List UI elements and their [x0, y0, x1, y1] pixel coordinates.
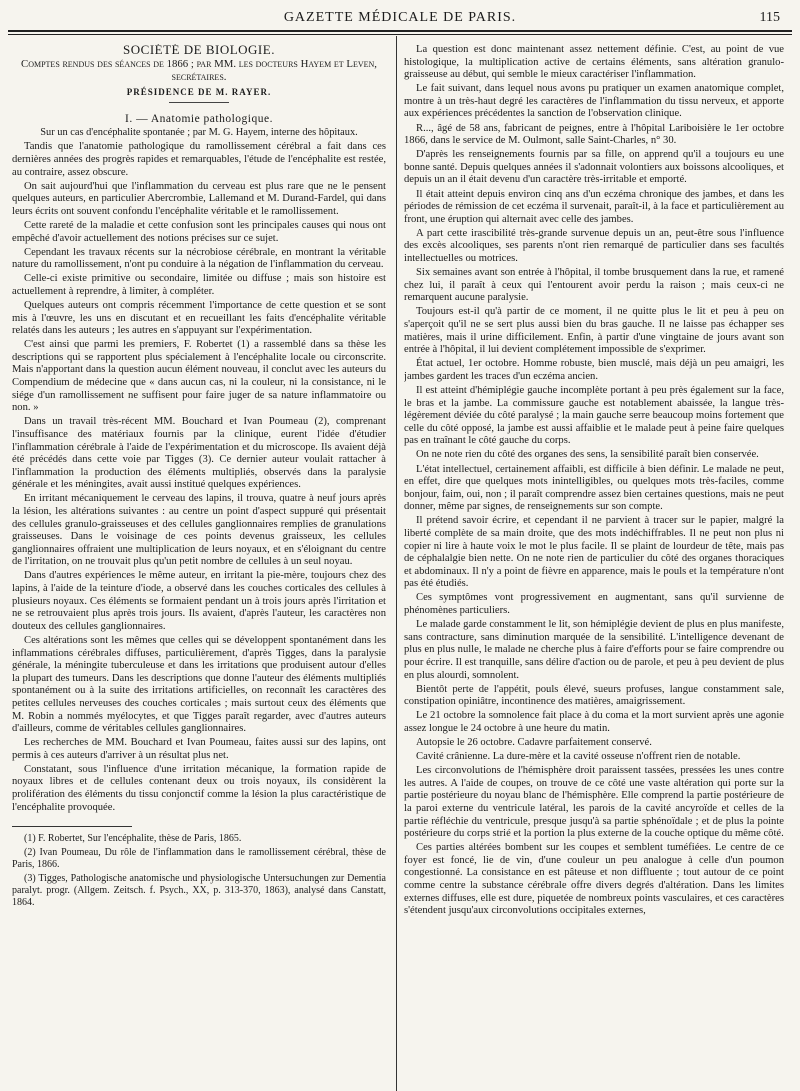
heading-separator: [169, 102, 229, 103]
left-column: [12, 44, 386, 1088]
paragraph: Bientôt perte de l'appétit, pouls élevé, sueurs profuses, langue constamment sale, constipation opiniâtre, incontinence des matières, amaigrissement.: [404, 683, 784, 708]
paragraph: L'état intellectuel, certainement affaibli, est difficile à bien définir. Le malade ne peut, en effet, dire que quelques mots inintelligibles, ou quelques mots très-faciles, comme bonjour, faim, oui, non ; il paraît comprendre assez bien certaines questions, mais ne peut donner, même par signes, de renseignements sur son compte.: [404, 463, 784, 513]
footnote: (3) Tigges, Pathologische anatomische und physiologische Untersuchungen zur Dementia paralyt. progr. (Allgem. Zeitsch. f. Psych., XX, p. 313-370, 1863), analysé dans Canstatt, 1864.: [12, 873, 386, 909]
footnotes: [12, 833, 386, 909]
paragraph: Il est atteint d'hémiplégie gauche incomplète portant à peu près également sur la face, le bras et la jambe. La commissure gauche est notablement abaissée, la langue très-légèrement déviée du côté paralysé ; la main gauche serre beaucoup moins fortement que celle du côté opposé, la jambe est aussi affaiblie et le malade peut à peine faire quelques pas en traînant le côté gauche du corps.: [404, 384, 784, 447]
paragraph: La question est donc maintenant assez nettement définie. C'est, au point de vue histologique, la multiplication active de certains éléments, sans altération granulo-graisseuse au début, qui semble le mieux caractériser l'inflammation.: [404, 44, 784, 81]
right-column: [404, 44, 784, 1088]
footnote: (1) F. Robertet, Sur l'encéphalite, thèse de Paris, 1865.: [24, 833, 242, 845]
paragraph: Tandis que l'anatomie pathologique du ramollissement cérébral a fait dans ces dernières années des progrès rapides et remarquables, l'étude de l'encéphalite est restée, au contraire, assez obscure.: [12, 141, 386, 178]
section-title: I. — Anatomie pathologique.: [125, 113, 273, 126]
paragraph: C'est ainsi que parmi les premiers, F. Robertet (1) a rassemblé dans sa thèse les descriptions qui se rapportent plus spécialement à l'encéphalite locale ou circonscrite. Mais n'apportant dans la question aucun élément nouveau, il conclut avec les auteurs du Compendium de médecine que « dans aucun cas, ni la couleur, ni la consistance, ni le siége d'un ramollissement ne suffisent pour faire juger de sa nature inflammatoire ou non. »: [12, 339, 386, 414]
case-title: Sur un cas d'encéphalite spontanée ; par M. G. Hayem, interne des hôpitaux.: [40, 127, 358, 139]
header-rule-thin: [8, 34, 792, 35]
paragraph: R..., âgé de 58 ans, fabricant de peignes, entre à l'hôpital Lariboisière le 1er octobre 1866, dans le service de M. Oulmont, salle Saint-Charles, n° 30.: [404, 122, 784, 147]
paragraph: Il était atteint depuis environ cinq ans d'un eczéma chronique des jambes, et dans les périodes de rémission de cet eczéma il survenait, paraît-il, à la face et particulièrement au front, une éruption qui alternait avec celle des jambes.: [404, 188, 784, 225]
paragraph: Cependant les travaux récents sur la nécrobiose cérébrale, en montrant la véritable nature du ramollissement, n'ont pu conduire à la négation de l'inflammation du cerveau.: [12, 246, 386, 271]
paragraph: Il prétend savoir écrire, et cependant il ne parvient à tracer sur le papier, malgré la liberté complète de sa main droite, que des mots indéchiffrables. Il ne peut non plus ni copier ni lire à haute voix le mot le plus facile. Il se plaint de lourdeur de tête, mais pas de céphalalgie bien nette. On ne note rien de particulier du côté des organes thoraciques et abdominaux. Il n'y a point de fièvre en apparence, mais le pouls et la température n'ont pas été étudiés.: [404, 515, 784, 590]
footnote: (2) Ivan Poumeau, Du rôle de l'inflammation dans le ramollissement cérébral, thèse de Paris, 1866.: [12, 847, 386, 871]
paragraph: État actuel, 1er octobre. Homme robuste, bien musclé, mais déjà un peu amaigri, les jambes gardent les traces d'un eczéma ancien.: [404, 358, 784, 382]
paragraph: Le 21 octobre la somnolence fait place à du coma et la mort survient après une agonie assez longue le 24 octobre à une heure du matin.: [404, 710, 784, 734]
paragraph: Le malade garde constamment le lit, son hémiplégie devient de plus en plus manifeste, sans contracture, sans diminution marquée de la sensibilité. L'intelligence devenant de plus en plus nulle, le malade ne cherche plus à faire d'efforts pour se faire comprendre ou pour écrire. Il est tranquille, sans délire d'action ou de parole, et peu à peu devient de plus en plus alourdi, somnolent.: [404, 619, 784, 681]
page-number: 115: [759, 10, 780, 25]
running-title: GAZETTE MÉDICALE DE PARIS.: [283, 10, 517, 25]
paragraph: D'après les renseignements fournis par sa fille, on apprend qu'il a toujours eu une bonne santé. Depuis quelques années il s'adonnait volontiers aux boissons alcooliques, et depuis un an il était devenu d'un caractère très-irritable et emporté.: [404, 149, 784, 186]
paragraph: Cavité crânienne. La dure-mère et la cavité osseuse n'offrent rien de notable.: [416, 751, 741, 763]
paragraph: Le fait suivant, dans lequel nous avons pu pratiquer un examen anatomique complet, montre à un très-haut degré les caractères de l'inflammation du tissu nerveux, et apporte aux expériences précédentes la sanction de l'observation clinique.: [404, 83, 784, 120]
footnote-rule: [12, 826, 132, 827]
paragraph: Quelques auteurs ont compris récemment l'importance de cette question et se sont mis à l'œuvre, les uns en discutant et en recueillant les faits d'encéphalite véritable relatés dans les auteurs ; les autres en s'appuyant sur l'expérimentation.: [12, 300, 386, 337]
paragraph: Dans un travail très-récent MM. Bouchard et Ivan Poumeau (2), comprenant l'insuffisance des matériaux fournis par la clinique, eurent l'idée d'étudier l'inflammation cérébrale à l'aide de l'expérimentation et du microscope. Ils avaient déjà été précédés dans cette voie par Tigges (3). Ce dernier auteur voulait rattacher à l'inflammation la production des éléments multipliés, observés dans la paralysie générale et les méningites, avait aussi institué quelques expériences.: [12, 416, 386, 491]
running-head: [0, 0, 800, 34]
presidence-line: PRÉSIDENCE DE M. RAYER.: [126, 86, 272, 97]
reports-line: Comptes rendus des séances de 1866 ; par MM. les docteurs Hayem et Leven, secrétaires.: [21, 58, 377, 84]
paragraph: Les circonvolutions de l'hémisphère droit paraissent tassées, pressées les unes contre les autres. A l'aide de coupes, on trouve de ce côté une vaste altération qui porte sur la partie postérieure du noyau blanc de l'hémisphère. Elle comprend la partie postérieure de la paroi externe du ventricule latéral, les parois de la cavité ancyroïde et celles de la partie réfléchie du ventricule, presque jusqu'à sa partie sphénoïdale ; et de plus la pointe postérieure du corps strié et la portion la plus externe de la couche optique du même côté.: [404, 765, 784, 840]
paragraph: Constatant, sous l'influence d'une irritation mécanique, la formation rapide de noyaux libres et de cellules contenant deux ou trois noyaux, ils considèrent la prolifération des éléments du tissu conjonctif comme la lésion la plus caractéristique de l'encéphalite provoquée.: [12, 763, 386, 813]
paragraph: A part cette irascibilité très-grande survenue depuis un an, peut-être sous l'influence des excès alcooliques, ses parents n'ont rien remarqué de particulier dans ses facultés intellectuelles ou motrices.: [404, 227, 784, 264]
paragraph: Ces symptômes vont progressivement en augmentant, sans qu'il survienne de phénomènes particuliers.: [404, 592, 784, 617]
paragraph: Autopsie le 26 octobre. Cadavre parfaitement conservé.: [416, 736, 652, 748]
header-rule: [8, 30, 792, 32]
paragraph: En irritant mécaniquement le cerveau des lapins, il trouva, quatre à neuf jours après la lésion, les altérations suivantes : au centre un point d'aspect suppuré qui présentait des cellules granulo-graisseuses et des cellules ganglionnaires remplies de granulations graisseuses. Dans le voisinage de ces points devenus graisseux, les cellules ganglionnaires offraient une multiplication de leurs noyaux, et en s'éloignant du centre de l'irritation, on ne trouvait plus qu'un petit nombre de cellules à un seul noyau.: [12, 493, 386, 568]
paragraph: On ne note rien du côté des organes des sens, la sensibilité paraît bien conservée.: [416, 449, 759, 461]
society-title: SOCIÉTÉ DE BIOLOGIE.: [123, 44, 275, 57]
paragraph: Ces altérations sont les mêmes que celles qui se développent spontanément dans les inflammations cérébrales diffuses, particulièrement, d'après Tigges, dans la paralysie générale, la méningite tuberculeuse et dans les irritations que produisent autour d'elles la plupart des tumeurs. Dans les descriptions que donne l'auteur des éléments multipliés spontanément ou à la suite des irritations artificielles, on reconnaît les caractères des petites cellules nerveuses des couches corticales ; mais surtout ceux des éléments que M. Robin a nommés myélocytes, et que Tigges paraît regarder, avec d'autres auteurs d'ailleurs, comme de véritables cellules ganglionnaires.: [12, 634, 386, 735]
paragraph: Celle-ci existe primitive ou secondaire, limitée ou diffuse ; mais son histoire est actuellement à reprendre, à limiter, à compléter.: [12, 273, 386, 297]
paragraph: Six semaines avant son entrée à l'hôpital, il tombe brusquement dans la rue, et ramené chez lui, il paraît à ceux qui l'entourent avoir perdu la raison ; mais ceux-ci ne remarquent aucune paralysie.: [404, 267, 784, 304]
paragraph: Les recherches de MM. Bouchard et Ivan Poumeau, faites aussi sur des lapins, ont permis à ces auteurs d'arriver à un résultat plus net.: [12, 737, 386, 761]
paragraph: Dans d'autres expériences le même auteur, en irritant la pie-mère, toujours chez des lapins, à l'aide de la teinture d'iode, a observé dans les couches corticales des cellules à plusieurs noyaux. Ces éléments se formaient pendant un à trois jours après l'irritation et ne se retrouvaient plus après trois jours. Ils avaient, d'après l'auteur, les caractères non douteux des cellules ganglionnaires.: [12, 570, 386, 632]
paragraph: Cette rareté de la maladie et cette confusion sont les principales causes qui nous ont empêché d'avoir actuellement des notions précises sur ce sujet.: [12, 219, 386, 244]
paragraph: Ces parties altérées bombent sur les coupes et semblent tuméfiées. Le centre de ce foyer est foncé, lie de vin, d'une couleur un peu analogue à celle d'un poumon congestionné. La consistance en est pâteuse et non diffluente ; tout autour de ce point comme centre la substance cérébrale offre divers degrés d'altération. Dans les limites externes diffuses, elle est dure, piquetée de nombreux points vasculaires, et ces caractères s'étendent jusqu'aux circonvolutions occipitales externes,: [404, 842, 784, 917]
paragraph: Toujours est-il qu'à partir de ce moment, il ne quitte plus le lit et peu à peu on s'aperçoit qu'il ne se sert plus aussi bien du bras gauche. Il ne laisse pas échapper ses matières, mais il urine difficilement. Enfin, à partir d'une vingtaine de jours avant son entrée à l'hôpital, il lui devient complétement impossible de s'exprimer.: [404, 306, 784, 356]
column-divider: [396, 36, 397, 1091]
paragraph: On sait aujourd'hui que l'inflammation du cerveau est plus rare que ne le pensent quelques auteurs, en particulier Abercrombie, Lallemand et M. Durand-Fardel, qui dans leurs écrits ont souvent confondu l'encéphalite véritable et le ramollissement.: [12, 180, 386, 217]
